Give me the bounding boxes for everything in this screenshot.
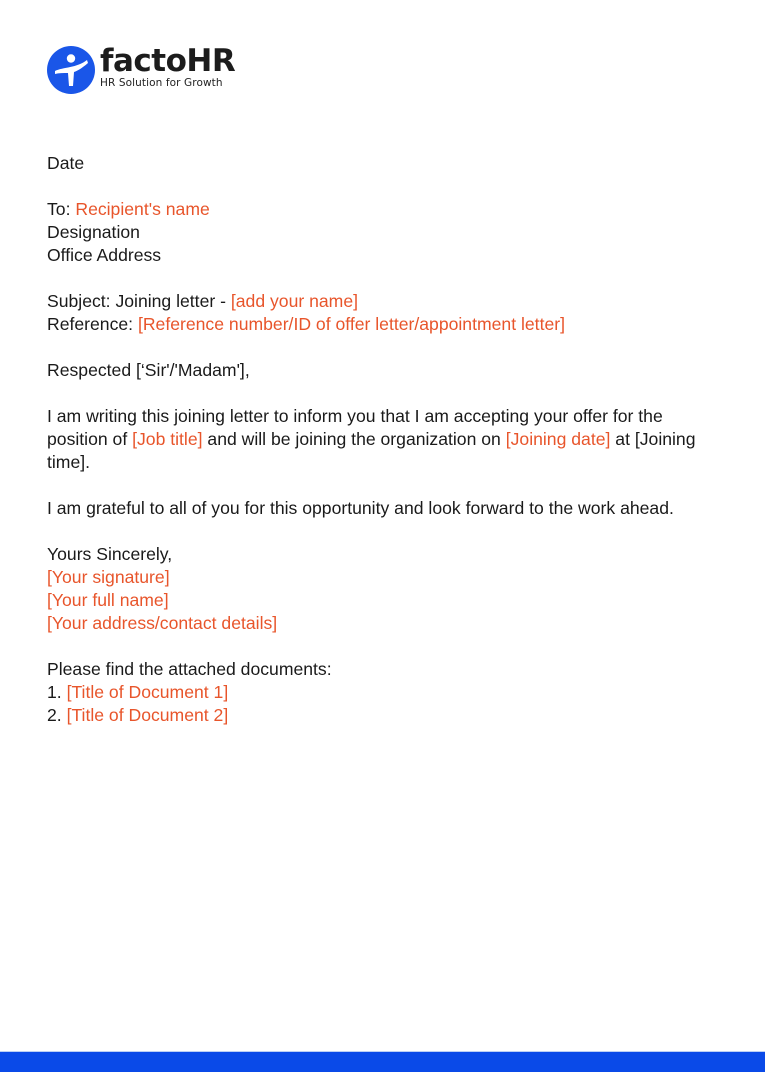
contact-placeholder: [Your address/contact details] (47, 613, 278, 633)
attachment-item: 2. [Title of Document 2] (47, 705, 229, 725)
person-circle-icon (47, 46, 95, 94)
brand-name: factoHR (100, 43, 236, 79)
subject-line: Subject: Joining letter - [add your name] (47, 291, 359, 311)
signature-placeholder: [Your signature] (47, 567, 170, 587)
job-title-placeholder: [Job title] (132, 429, 203, 449)
designation-line: Designation (47, 222, 140, 242)
salutation: Respected [‘Sir'/'Madam'], (47, 360, 250, 380)
office-address-line: Office Address (47, 245, 162, 265)
recipient-line: To: Recipient's name (47, 199, 210, 219)
closing: Yours Sincerely, (47, 544, 173, 564)
body-paragraph-1: I am writing this joining letter to inform you that I am accepting your offer for the position of [Job title] and will be joining the organization on [Joining date] at [Joining time]. (47, 406, 696, 472)
brand-tagline: HR Solution for Growth (100, 77, 223, 89)
footer-bar (0, 1051, 765, 1072)
attachment-item: 1. [Title of Document 1] (47, 682, 229, 702)
date-line: Date (47, 153, 85, 173)
attachments-intro: Please find the attached documents: (47, 659, 332, 679)
recipient-placeholder: Recipient's name (75, 199, 210, 219)
letter-body (47, 152, 727, 727)
subject-placeholder: [add your name] (230, 291, 359, 311)
full-name-placeholder: [Your full name] (47, 590, 169, 610)
body-paragraph-2: I am grateful to all of you for this opportunity and look forward to the work ahead. (47, 498, 674, 518)
joining-date-placeholder: [Joining date] (505, 429, 611, 449)
factohr-logo (47, 43, 236, 94)
reference-line: Reference: [Reference number/ID of offer letter/appointment letter] (47, 314, 565, 334)
reference-placeholder: [Reference number/ID of offer letter/appointment letter] (137, 314, 565, 334)
